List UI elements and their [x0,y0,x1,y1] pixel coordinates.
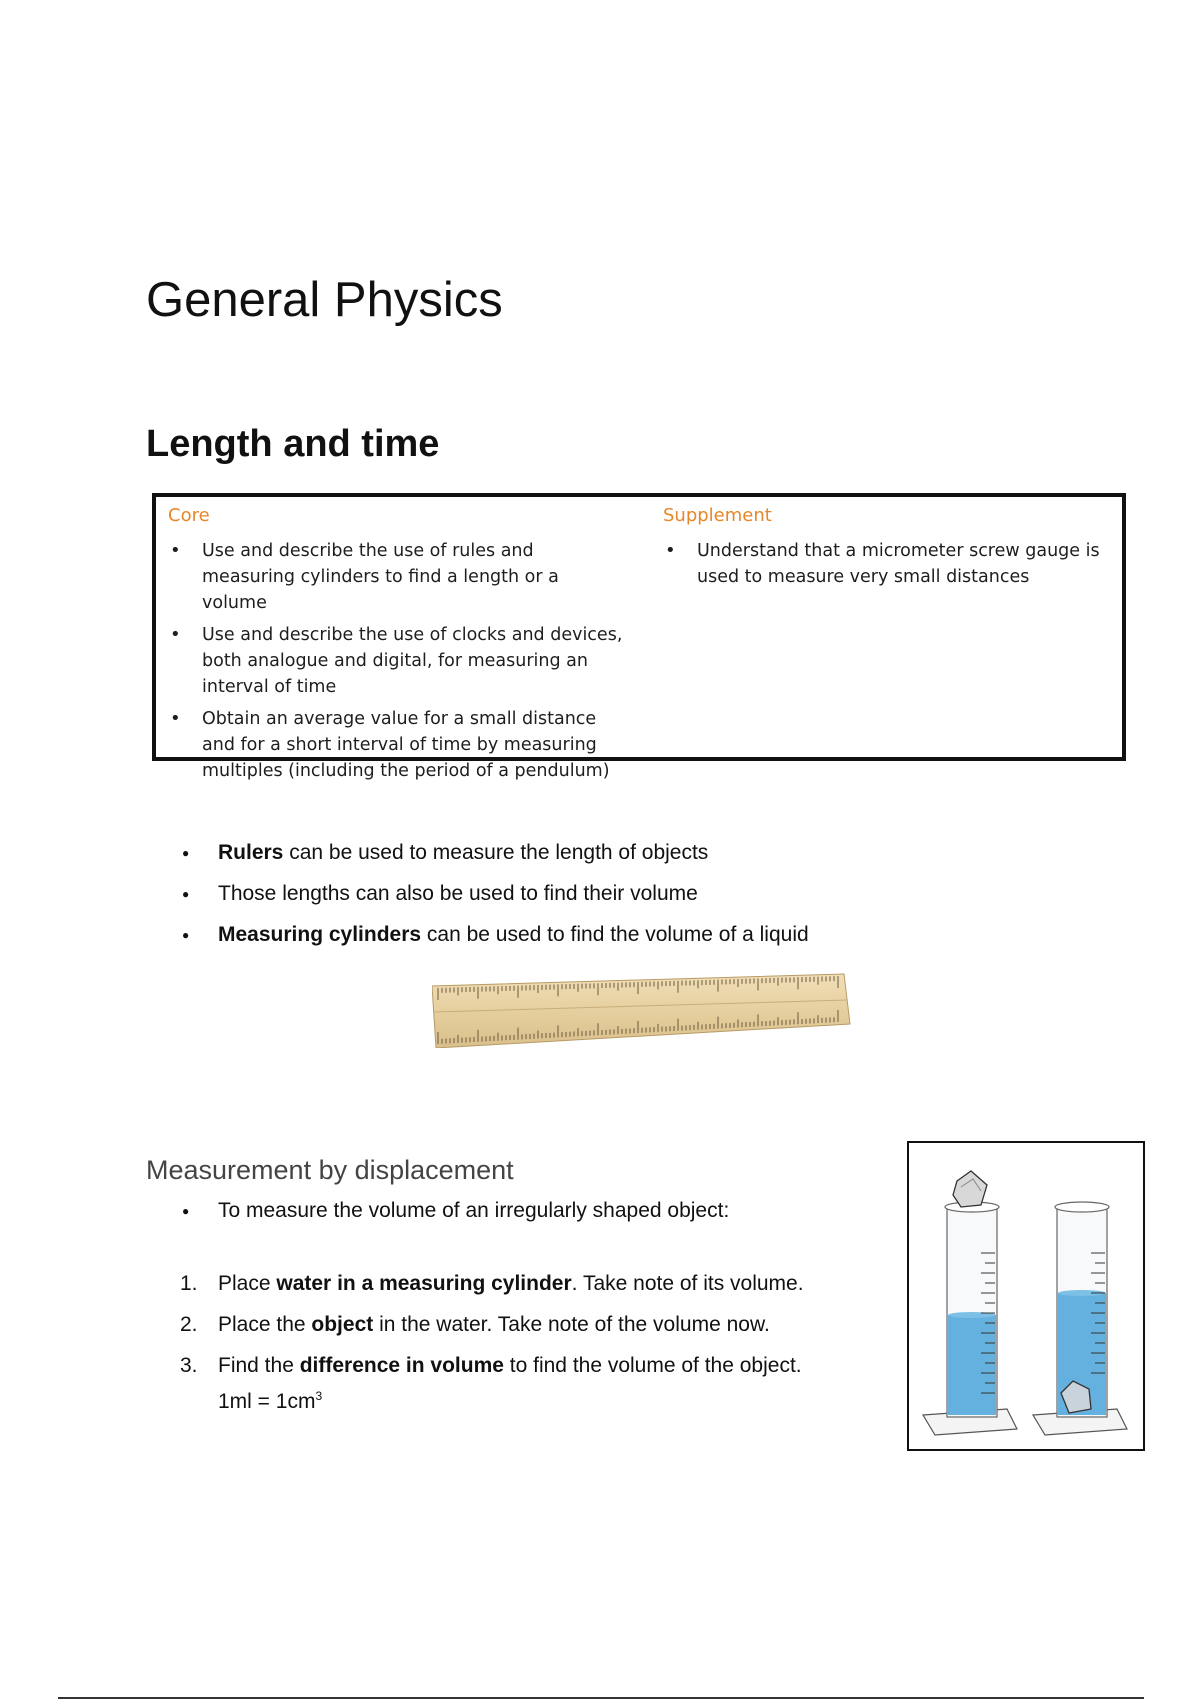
cylinder-after [1033,1202,1127,1435]
step-text: in the water. Take note of the volume now. [373,1313,770,1336]
core-list [168,538,628,784]
core-column [168,505,628,790]
supplement-item: • Understand that a micrometer screw gauge is used to measure very small distances [663,538,1103,590]
step-bold: water in a measuring cylinder [276,1272,572,1295]
cylinder-before [923,1171,1017,1435]
section-title: Length and time [146,423,440,465]
bullet-text: can be used to find the volume of a liquid [421,923,809,946]
step-number: 2. [180,1313,198,1336]
footer-rule [58,1697,1144,1699]
supplement-heading: Supplement [663,505,772,526]
bullet-text: can be used to measure the length of objects [283,841,709,864]
displacement-intro-list [178,1198,729,1224]
step-bold: difference in volume [299,1354,504,1377]
unit-note-base: 1ml = 1cm [218,1390,316,1413]
step-item [178,1352,878,1415]
step-number: 3. [180,1354,198,1377]
syllabus-box [152,493,1126,781]
core-item: • Use and describe the use of clocks and devices, both analogue and digital, for measuring an interval of time [168,622,628,700]
unit-note [218,1383,878,1415]
displacement-title: Measurement by displacement [146,1155,514,1185]
step-bold: object [311,1313,374,1336]
list-item [178,922,938,963]
page-title: General Physics [146,273,503,327]
unit-note-sup: 3 [315,1389,323,1403]
supplement-list [663,538,1103,590]
ruler-bullet-list [178,840,938,963]
step-text: to find the volume of the object. [503,1354,802,1377]
bullet-bold: Rulers [218,841,284,864]
core-item: • Use and describe the use of rules and measuring cylinders to find a length or a volume [168,538,628,616]
bullet-bold: Measuring cylinders [218,923,422,946]
displacement-steps [178,1270,878,1429]
list-item [178,881,938,922]
ruler-icon [432,972,852,1048]
step-text: Find the [218,1354,300,1377]
step-number: 1. [180,1272,198,1295]
step-item [178,1311,878,1338]
step-item [178,1270,878,1297]
bullet-text: Those lengths can also be used to find their volume [218,882,698,905]
core-item: • Obtain an average value for a small distance and for a short interval of time by measuring multiples (including the period of a pendulum) [168,706,628,784]
step-text: Place the [218,1313,312,1336]
list-item: ● To measure the volume of an irregularly shaped object: [178,1198,729,1224]
list-item [178,840,938,881]
core-heading: Core [168,505,210,526]
supplement-column [663,505,1103,596]
step-text: . Take note of its volume. [571,1272,804,1295]
measuring-cylinders-icon [907,1141,1145,1451]
step-text: Place [218,1272,277,1295]
